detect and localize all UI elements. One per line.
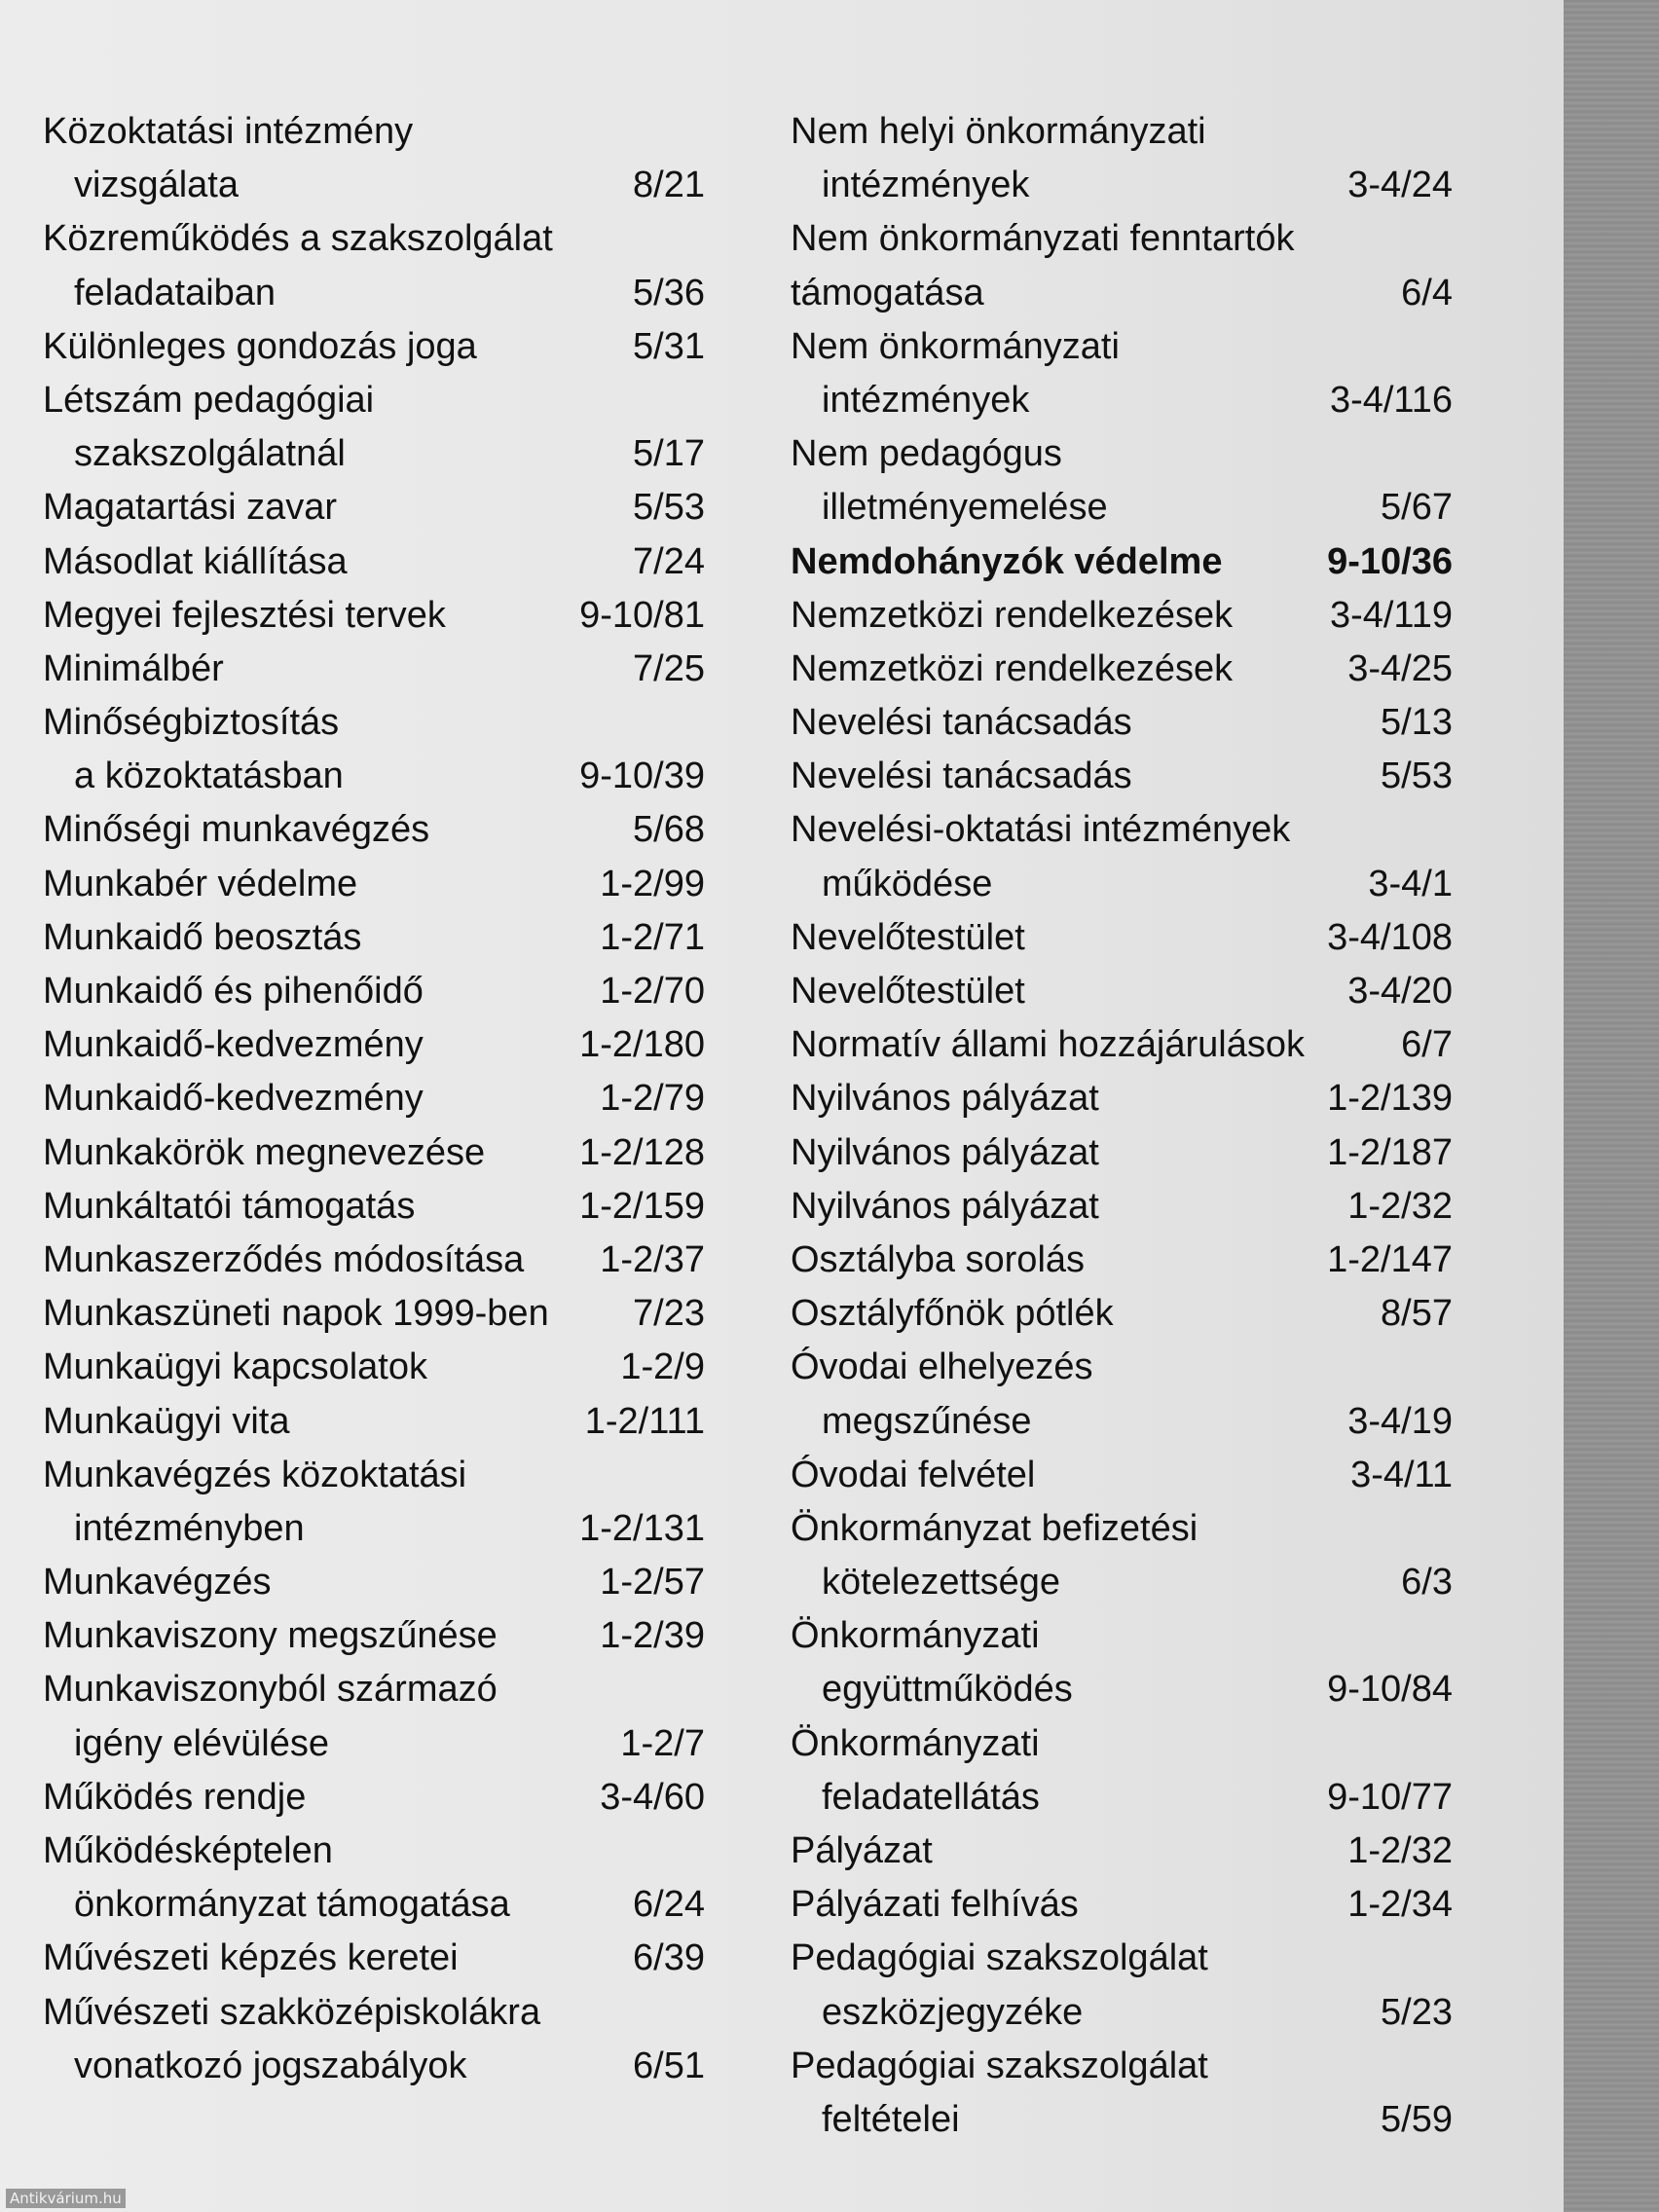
index-entry-line (43, 481, 705, 535)
index-entry-continuation (791, 1556, 1453, 1609)
index-entry (43, 1449, 705, 1556)
index-entry-continuation (791, 159, 1453, 212)
index-page-ref: 3-4/60 (600, 1776, 705, 1818)
index-entry (791, 2040, 1453, 2147)
index-page-ref: 5/68 (633, 809, 705, 851)
index-page-ref: 1-2/187 (1327, 1131, 1453, 1173)
index-entry-line (791, 1072, 1453, 1125)
index-page-ref: 1-2/32 (1347, 1185, 1453, 1227)
index-entry-continuation (791, 374, 1453, 427)
index-term: feladatellátás (822, 1776, 1040, 1818)
index-entry-line (43, 1825, 705, 1878)
index-entry-line (791, 2040, 1453, 2093)
index-page-ref: 8/21 (633, 165, 705, 206)
index-term: vonatkozó jogszabályok (74, 2045, 467, 2086)
index-term: Létszám pedagógiai (43, 379, 375, 421)
index-term: Munkaidő és pihenőidő (43, 971, 424, 1012)
index-entry (791, 1287, 1453, 1341)
index-page-ref: 1-2/37 (600, 1238, 705, 1280)
page-edge-stack (1564, 0, 1659, 2212)
index-page-ref: 6/4 (1401, 272, 1453, 313)
index-page-ref: 1-2/147 (1327, 1238, 1453, 1280)
index-entry (791, 212, 1453, 319)
index-entry-line (791, 803, 1453, 857)
index-entry (791, 535, 1453, 589)
index-term: Munkaidő-kedvezmény (43, 1078, 424, 1120)
index-term: szakszolgálatnál (74, 433, 346, 475)
index-term: Minimálbér (43, 647, 224, 689)
index-term: Önkormányzati (791, 1615, 1040, 1657)
index-entry-line (43, 803, 705, 857)
index-entry (791, 1502, 1453, 1609)
index-entry-line (791, 535, 1453, 589)
index-entry-line (43, 858, 705, 911)
index-page-ref: 1-2/180 (579, 1024, 705, 1066)
index-term: Munkakörök megnevezése (43, 1131, 486, 1173)
index-entry (791, 1180, 1453, 1234)
index-term: Pedagógiai szakszolgálat (791, 2045, 1208, 2086)
index-entry (43, 1771, 705, 1825)
index-page-ref: 5/67 (1381, 487, 1453, 529)
index-entry (43, 911, 705, 965)
index-term: Munkaviszony megszűnése (43, 1615, 498, 1657)
index-entry (791, 1449, 1453, 1502)
index-term: Különleges gondozás joga (43, 325, 477, 367)
index-entry (791, 105, 1453, 212)
index-page-ref: 1-2/9 (620, 1346, 705, 1388)
index-entry-line (791, 589, 1453, 643)
index-term: Nemdohányzók védelme (791, 540, 1223, 582)
index-entry-line (791, 1717, 1453, 1771)
index-entry-line (43, 1341, 705, 1394)
index-entry-line (791, 1609, 1453, 1663)
index-entry-line (43, 965, 705, 1018)
index-entry (791, 911, 1453, 965)
index-page-ref: 3-4/1 (1368, 863, 1453, 904)
index-entry (791, 750, 1453, 803)
index-term: Nem pedagógus (791, 433, 1062, 475)
index-term: Nyilvános pályázat (791, 1185, 1099, 1227)
index-term: Közreműködés a szakszolgálat (43, 218, 553, 260)
index-entry-line (43, 1126, 705, 1180)
index-entry-continuation (791, 858, 1453, 911)
index-entry-line (791, 1018, 1453, 1072)
index-page-ref: 1-2/71 (600, 916, 705, 958)
index-entry-line (791, 643, 1453, 696)
index-entry (791, 320, 1453, 427)
index-entry (43, 105, 705, 212)
index-term: Osztályba sorolás (791, 1238, 1086, 1280)
index-term: feladataiban (74, 272, 276, 313)
index-page-ref: 1-2/139 (1327, 1078, 1453, 1120)
index-term: Nyilvános pályázat (791, 1131, 1099, 1173)
index-entry-line (43, 1180, 705, 1234)
index-entry-line (791, 1449, 1453, 1502)
index-term: Munkaügyi vita (43, 1400, 290, 1442)
index-term: Minőségi munkavégzés (43, 809, 430, 851)
index-term: Munkáltatói támogatás (43, 1185, 416, 1227)
index-entry (43, 1395, 705, 1449)
index-entry (791, 803, 1453, 910)
index-page-ref: 5/13 (1381, 702, 1453, 744)
index-page-ref: 6/51 (633, 2045, 705, 2086)
index-entry-line (791, 1878, 1453, 1932)
index-page-ref: 5/17 (633, 433, 705, 475)
index-term: Pályázati felhívás (791, 1884, 1079, 1926)
index-page-ref: 1-2/7 (620, 1722, 705, 1764)
index-entry-line (43, 1986, 705, 2040)
index-term: Nem önkormányzati fenntartók (791, 218, 1295, 260)
index-entry (43, 643, 705, 696)
index-term: Munkaidő beosztás (43, 916, 362, 958)
index-term: Munkaidő-kedvezmény (43, 1024, 424, 1066)
index-term: Munkavégzés (43, 1562, 272, 1604)
index-entry-continuation (43, 750, 705, 803)
index-page-ref: 3-4/11 (1350, 1454, 1453, 1495)
index-page-ref: 5/23 (1381, 1991, 1453, 2033)
index-term: Osztályfőnök pótlék (791, 1293, 1114, 1335)
index-entry (43, 1126, 705, 1180)
index-entry-line (791, 1287, 1453, 1341)
index-term: Munkaviszonyból származó (43, 1669, 498, 1711)
index-entry-line (43, 320, 705, 374)
index-entry (43, 320, 705, 374)
index-entry (43, 589, 705, 643)
index-term: Nevelőtestület (791, 916, 1025, 958)
index-term: Nem helyi önkormányzati (791, 111, 1206, 152)
index-term: intézmények (822, 165, 1030, 206)
index-page-ref: 1-2/34 (1347, 1884, 1453, 1926)
index-term: Óvodai elhelyezés (791, 1346, 1093, 1388)
index-entry-line (43, 1771, 705, 1825)
index-page-ref: 3-4/24 (1347, 165, 1453, 206)
index-page-ref: 1-2/57 (600, 1562, 705, 1604)
index-term: Munkaszüneti napok 1999-ben (43, 1293, 549, 1335)
index-entry (43, 1234, 705, 1287)
index-entry (43, 481, 705, 535)
index-entry-continuation (791, 2093, 1453, 2147)
index-page-ref: 9-10/81 (579, 594, 705, 636)
index-entry (791, 1932, 1453, 2039)
index-page-ref: 6/24 (633, 1884, 705, 1926)
index-page-ref: 3-4/116 (1329, 379, 1453, 421)
index-entry (791, 1018, 1453, 1072)
index-entry (43, 535, 705, 589)
index-entry-continuation (791, 481, 1453, 535)
index-term: önkormányzat támogatása (74, 1884, 510, 1926)
index-term: Munkaügyi kapcsolatok (43, 1346, 427, 1388)
index-term: Nyilvános pályázat (791, 1078, 1099, 1120)
index-term: Magatartási zavar (43, 487, 338, 529)
index-entry (791, 1341, 1453, 1448)
index-entry (43, 1932, 705, 1985)
index-entry-line (43, 696, 705, 750)
index-term: Nevelési-oktatási intézmények (791, 809, 1291, 851)
index-entry (43, 1825, 705, 1932)
index-term: Óvodai felvétel (791, 1454, 1036, 1495)
index-column-right (791, 105, 1453, 2147)
index-term: Működésképtelen (43, 1830, 333, 1871)
index-entry-line (43, 1663, 705, 1716)
index-entry-line (43, 374, 705, 427)
index-entry (43, 858, 705, 911)
index-entry (791, 1878, 1453, 1932)
index-entry-line (43, 1395, 705, 1449)
index-term: Művészeti képzés keretei (43, 1937, 459, 1979)
index-page-ref: 5/36 (633, 272, 705, 313)
index-entry (791, 1609, 1453, 1716)
index-entry (791, 965, 1453, 1018)
index-entry (791, 1717, 1453, 1825)
index-entry-continuation (43, 2040, 705, 2093)
index-term: Minőségbiztosítás (43, 702, 340, 744)
index-entry-line (791, 1341, 1453, 1394)
index-entry (43, 965, 705, 1018)
index-entry-line (791, 1932, 1453, 1985)
index-term: intézmények (822, 379, 1030, 421)
index-term: vizsgálata (74, 165, 239, 206)
index-entry-line (791, 911, 1453, 965)
index-entry (791, 1825, 1453, 1878)
index-entry-line (791, 320, 1453, 374)
index-entry (791, 696, 1453, 750)
index-page-ref: 3-4/119 (1329, 594, 1453, 636)
index-entry (791, 643, 1453, 696)
index-term: Nevelőtestület (791, 971, 1025, 1012)
index-term: Nemzetközi rendelkezések (791, 647, 1234, 689)
index-entry-line (43, 1556, 705, 1609)
index-entry-continuation (43, 1502, 705, 1556)
index-page-ref: 9-10/77 (1327, 1776, 1453, 1818)
index-page-ref: 9-10/39 (579, 756, 705, 797)
index-entry (43, 803, 705, 857)
index-entry-continuation (43, 427, 705, 481)
index-page-ref: 5/53 (1381, 756, 1453, 797)
index-page-ref: 1-2/128 (579, 1131, 705, 1173)
index-term: Nemzetközi rendelkezések (791, 594, 1234, 636)
index-term: Közoktatási intézmény (43, 111, 414, 152)
index-page-ref: 8/57 (1381, 1293, 1453, 1335)
index-page-ref: 1-2/79 (600, 1078, 705, 1120)
index-page-ref: 1-2/39 (600, 1615, 705, 1657)
index-term: Művészeti szakközépiskolákra (43, 1991, 541, 2033)
index-term: kötelezettsége (822, 1562, 1061, 1604)
index-term: Munkavégzés közoktatási (43, 1454, 467, 1495)
index-term: Pályázat (791, 1830, 933, 1871)
index-term: Nem önkormányzati (791, 325, 1120, 367)
index-entry (43, 1287, 705, 1341)
index-term: feltételei (822, 2098, 960, 2140)
index-entry (43, 1072, 705, 1125)
index-entry (791, 1126, 1453, 1180)
index-term: illetményemelése (822, 487, 1108, 529)
index-entry-continuation (43, 159, 705, 212)
index-entry-line (791, 1126, 1453, 1180)
index-entry-line (791, 1180, 1453, 1234)
index-term: Munkabér védelme (43, 863, 358, 904)
index-page-ref: 3-4/20 (1347, 971, 1453, 1012)
index-term: Önkormányzat befizetési (791, 1507, 1198, 1549)
index-entry (43, 696, 705, 803)
index-page-ref: 5/53 (633, 487, 705, 529)
index-entry-continuation (791, 267, 1453, 320)
index-term: a közoktatásban (74, 756, 344, 797)
index-term: Működés rendje (43, 1776, 307, 1818)
index-entry-line (43, 589, 705, 643)
index-entry-line (791, 696, 1453, 750)
index-entry-continuation (791, 1395, 1453, 1449)
index-page-ref: 5/59 (1381, 2098, 1453, 2140)
index-page-ref: 3-4/108 (1327, 916, 1453, 958)
index-entry-continuation (43, 1878, 705, 1932)
index-entry-continuation (791, 1663, 1453, 1716)
index-entry (43, 1018, 705, 1072)
index-entry-line (43, 1287, 705, 1341)
index-entry-continuation (791, 1986, 1453, 2040)
index-entry (43, 1663, 705, 1770)
index-entry (43, 212, 705, 319)
index-term: Önkormányzati (791, 1722, 1040, 1764)
index-entry-line (43, 1609, 705, 1663)
watermark: Antikvárium.hu (6, 2189, 126, 2208)
index-entry (791, 1072, 1453, 1125)
index-entry-line (43, 1932, 705, 1985)
index-term: Normatív állami hozzájárulások (791, 1024, 1305, 1066)
index-term: működése (822, 863, 993, 904)
index-entry-line (791, 965, 1453, 1018)
index-entry-line (43, 911, 705, 965)
index-term: Megyei fejlesztési tervek (43, 594, 446, 636)
index-term: Másodlat kiállítása (43, 540, 348, 582)
index-page-ref: 7/23 (633, 1293, 705, 1335)
index-term: megszűnése (822, 1400, 1032, 1442)
index-page-ref: 9-10/36 (1327, 540, 1453, 582)
index-term: igény elévülése (74, 1722, 329, 1764)
index-entry-line (43, 105, 705, 159)
index-entry (791, 1234, 1453, 1287)
index-entry-continuation (43, 267, 705, 320)
index-term: támogatása (791, 272, 984, 313)
index-term: együttműködés (822, 1669, 1073, 1711)
index-entry-line (43, 1234, 705, 1287)
index-page-ref: 7/24 (633, 540, 705, 582)
index-page-ref: 6/7 (1401, 1024, 1453, 1066)
index-entry-line (43, 535, 705, 589)
index-entry (43, 1180, 705, 1234)
index-entry (43, 1609, 705, 1663)
index-entry-line (791, 105, 1453, 159)
index-entry-continuation (43, 1717, 705, 1771)
index-entry-line (791, 750, 1453, 803)
index-entry (43, 374, 705, 481)
index-page-ref: 1-2/159 (579, 1185, 705, 1227)
index-term: Pedagógiai szakszolgálat (791, 1937, 1208, 1979)
index-entry (43, 1986, 705, 2093)
index-page-ref: 6/3 (1401, 1562, 1453, 1604)
index-page-ref: 9-10/84 (1327, 1669, 1453, 1711)
index-entry-line (791, 1502, 1453, 1556)
index-entry (791, 589, 1453, 643)
index-entry-line (43, 1072, 705, 1125)
index-column-left (43, 105, 705, 2093)
index-entry-line (791, 427, 1453, 481)
index-page-ref: 3-4/19 (1347, 1400, 1453, 1442)
index-entry-line (43, 212, 705, 266)
index-term: intézményben (74, 1507, 305, 1549)
index-entry-line (791, 1825, 1453, 1878)
index-entry-line (791, 212, 1453, 266)
index-page-ref: 3-4/25 (1347, 647, 1453, 689)
index-entry (43, 1556, 705, 1609)
index-page-ref: 1-2/131 (579, 1507, 705, 1549)
index-entry-line (791, 1234, 1453, 1287)
index-entry-line (43, 1449, 705, 1502)
index-page-ref: 1-2/70 (600, 971, 705, 1012)
index-entry (791, 427, 1453, 535)
index-entry-continuation (791, 1771, 1453, 1825)
index-entry-line (43, 643, 705, 696)
index-term: eszközjegyzéke (822, 1991, 1084, 2033)
index-page-ref: 6/39 (633, 1937, 705, 1979)
index-term: Munkaszerződés módosítása (43, 1238, 525, 1280)
index-term: Nevelési tanácsadás (791, 702, 1132, 744)
index-entry (43, 1341, 705, 1394)
index-page-ref: 7/25 (633, 647, 705, 689)
index-page-ref: 1-2/99 (600, 863, 705, 904)
index-term: Nevelési tanácsadás (791, 756, 1132, 797)
index-page-ref: 5/31 (633, 325, 705, 367)
index-page-ref: 1-2/32 (1347, 1830, 1453, 1871)
index-page-ref: 1-2/111 (584, 1400, 705, 1442)
index-entry-line (43, 1018, 705, 1072)
